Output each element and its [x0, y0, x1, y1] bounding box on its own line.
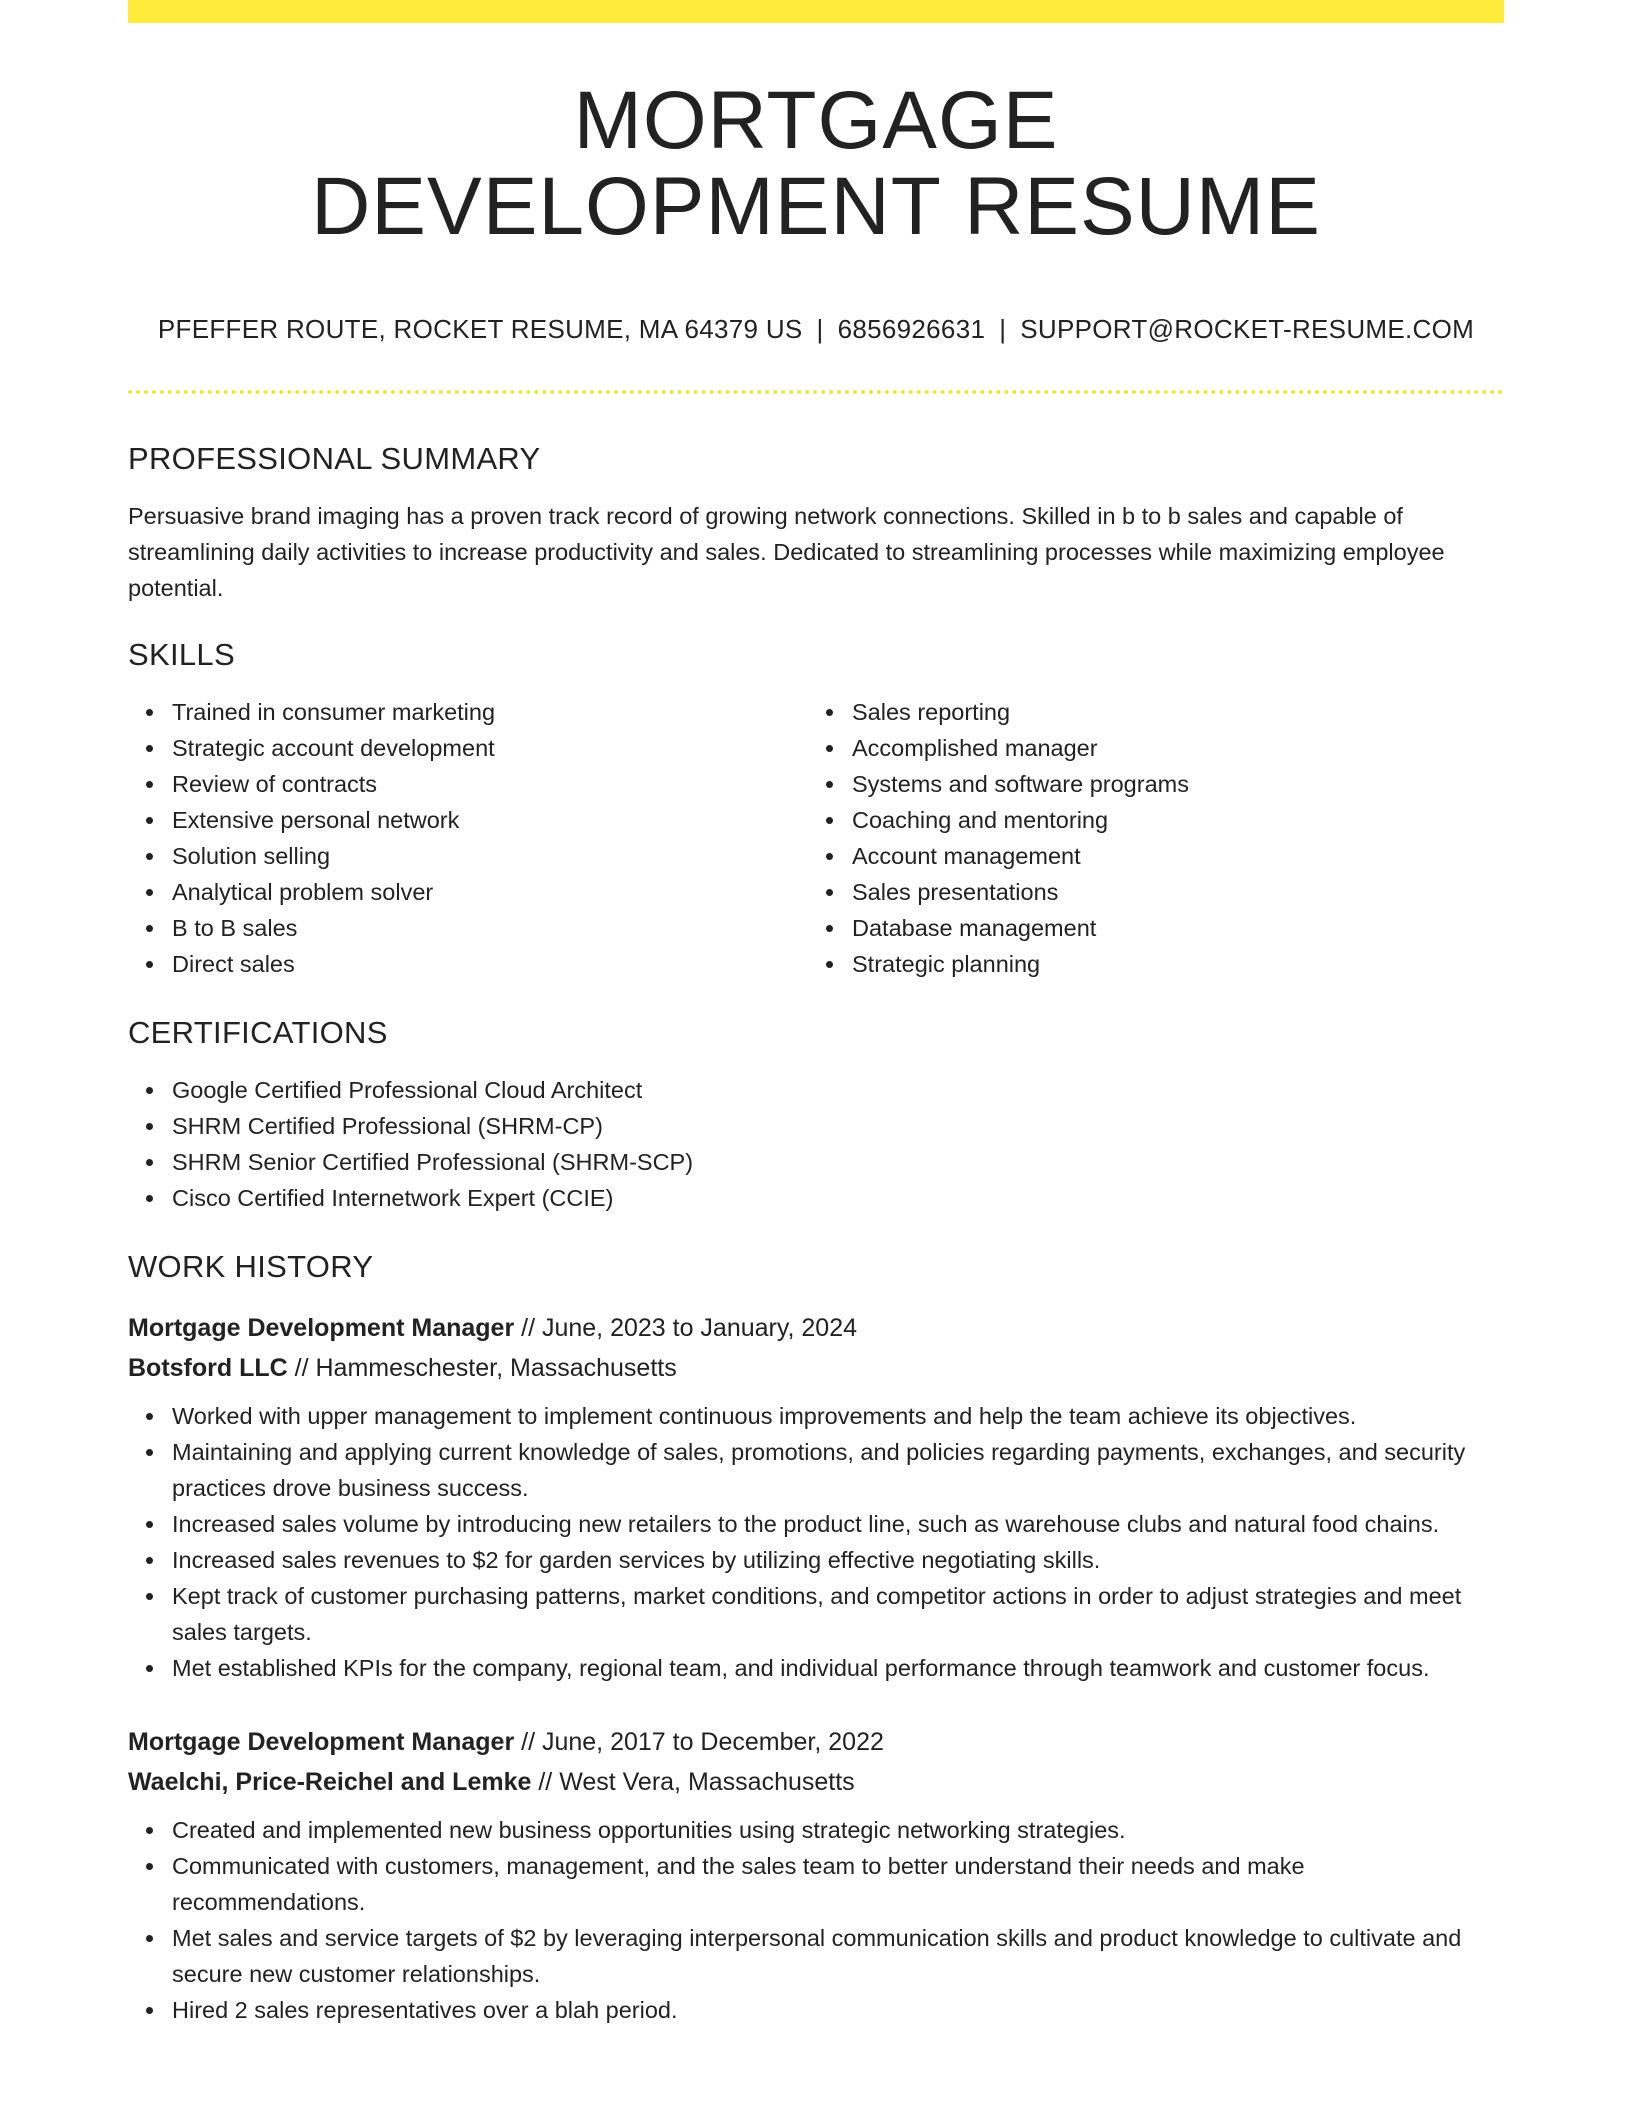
contact-email[interactable]: SUPPORT@ROCKET-RESUME.COM: [1020, 314, 1475, 344]
skill-item: Solution selling: [172, 838, 808, 874]
skills-list-right: [808, 694, 1488, 982]
dotted-divider: [128, 390, 1504, 394]
resume-content: [128, 0, 1504, 2028]
job-dates: // June, 2023 to January, 2024: [514, 1314, 858, 1342]
contact-phone[interactable]: 6856926631: [837, 314, 986, 344]
certifications-list: [128, 1072, 1504, 1216]
job-bullet: Met established KPIs for the company, regional team, and individual performance through teamwork and customer focus.: [172, 1650, 1504, 1686]
skill-item: Systems and software programs: [852, 766, 1488, 802]
skill-item: Trained in consumer marketing: [172, 694, 808, 730]
job-bullet: Kept track of customer purchasing patterns, market conditions, and competitor actions in order to adjust strategies and meet sales targets.: [172, 1578, 1504, 1650]
contact-separator: |: [816, 314, 824, 344]
skills-list-left: [128, 694, 808, 982]
job-bullet: Increased sales revenues to $2 for garden services by utilizing effective negotiating skills.: [172, 1542, 1504, 1578]
skill-item: Strategic account development: [172, 730, 808, 766]
skill-item: Sales presentations: [852, 874, 1488, 910]
job-company-line: [128, 1762, 1504, 1802]
skills-grid: [128, 694, 1504, 982]
job-dates: // June, 2017 to December, 2022: [514, 1728, 884, 1756]
skill-item: Analytical problem solver: [172, 874, 808, 910]
certification-item: SHRM Senior Certified Professional (SHRM-SCP): [172, 1144, 1504, 1180]
skills-column-right: [808, 694, 1488, 982]
job-bullet: Created and implemented new business opportunities using strategic networking strategies.: [172, 1812, 1504, 1848]
job-company: Waelchi, Price-Reichel and Lemke: [128, 1768, 532, 1796]
job-bullet: Communicated with customers, management, and the sales team to better understand their needs and make recommendations.: [172, 1848, 1504, 1920]
skill-item: Review of contracts: [172, 766, 808, 802]
job-bullets: [128, 1398, 1504, 1686]
contact-address: PFEFFER ROUTE, ROCKET RESUME, MA 64379 US: [157, 314, 803, 344]
resume-title: [128, 0, 1504, 250]
job-bullet: Hired 2 sales representatives over a blah period.: [172, 1992, 1504, 2028]
title-line-1: MORTGAGE: [573, 75, 1059, 166]
job-bullet: Maintaining and applying current knowledge of sales, promotions, and policies regarding payments, exchanges, and security practices drove business success.: [172, 1434, 1504, 1506]
skills-column-left: [128, 694, 808, 982]
summary-text: Persuasive brand imaging has a proven track record of growing network connections. Skilled in b to b sales and capable of streamlining daily activities to increase productivity and sales. Dedicated to streamlining processes while maximizing employee potential.: [128, 503, 1445, 601]
job-location: // Hammeschester, Massachusetts: [287, 1354, 677, 1382]
skill-item: Strategic planning: [852, 946, 1488, 982]
skill-item: Database management: [852, 910, 1488, 946]
skill-item: Direct sales: [172, 946, 808, 982]
job-title: Mortgage Development Manager: [128, 1728, 515, 1756]
certification-item: Google Certified Professional Cloud Architect: [172, 1072, 1504, 1108]
job-company-line: [128, 1348, 1504, 1388]
certification-item: SHRM Certified Professional (SHRM-CP): [172, 1108, 1504, 1144]
contact-separator: |: [999, 314, 1007, 344]
summary-heading: PROFESSIONAL SUMMARY: [128, 441, 541, 476]
job-location: // West Vera, Massachusetts: [531, 1768, 855, 1796]
job-bullets: [128, 1812, 1504, 2028]
contact-line: [128, 312, 1504, 346]
job-title-line: [128, 1308, 1504, 1348]
job-entry-2: [128, 1722, 1504, 2028]
skill-item: Coaching and mentoring: [852, 802, 1488, 838]
job-title: Mortgage Development Manager: [128, 1314, 515, 1342]
skill-item: B to B sales: [172, 910, 808, 946]
job-company: Botsford LLC: [128, 1354, 288, 1382]
skill-item: Extensive personal network: [172, 802, 808, 838]
skills-heading: SKILLS: [128, 637, 235, 672]
work-history-heading: WORK HISTORY: [128, 1249, 374, 1284]
skill-item: Accomplished manager: [852, 730, 1488, 766]
title-line-2: DEVELOPMENT RESUME: [311, 161, 1321, 252]
job-title-line: [128, 1722, 1504, 1762]
certifications-heading: CERTIFICATIONS: [128, 1015, 388, 1050]
skill-item: Account management: [852, 838, 1488, 874]
skill-item: Sales reporting: [852, 694, 1488, 730]
job-bullet: Worked with upper management to implement continuous improvements and help the team achieve its objectives.: [172, 1398, 1504, 1434]
certification-item: Cisco Certified Internetwork Expert (CCIE): [172, 1180, 1504, 1216]
job-bullet: Increased sales volume by introducing new retailers to the product line, such as warehouse clubs and natural food chains.: [172, 1506, 1504, 1542]
job-entry-1: [128, 1308, 1504, 1686]
job-bullet: Met sales and service targets of $2 by leveraging interpersonal communication skills and product knowledge to cultivate and secure new customer relationships.: [172, 1920, 1504, 1992]
